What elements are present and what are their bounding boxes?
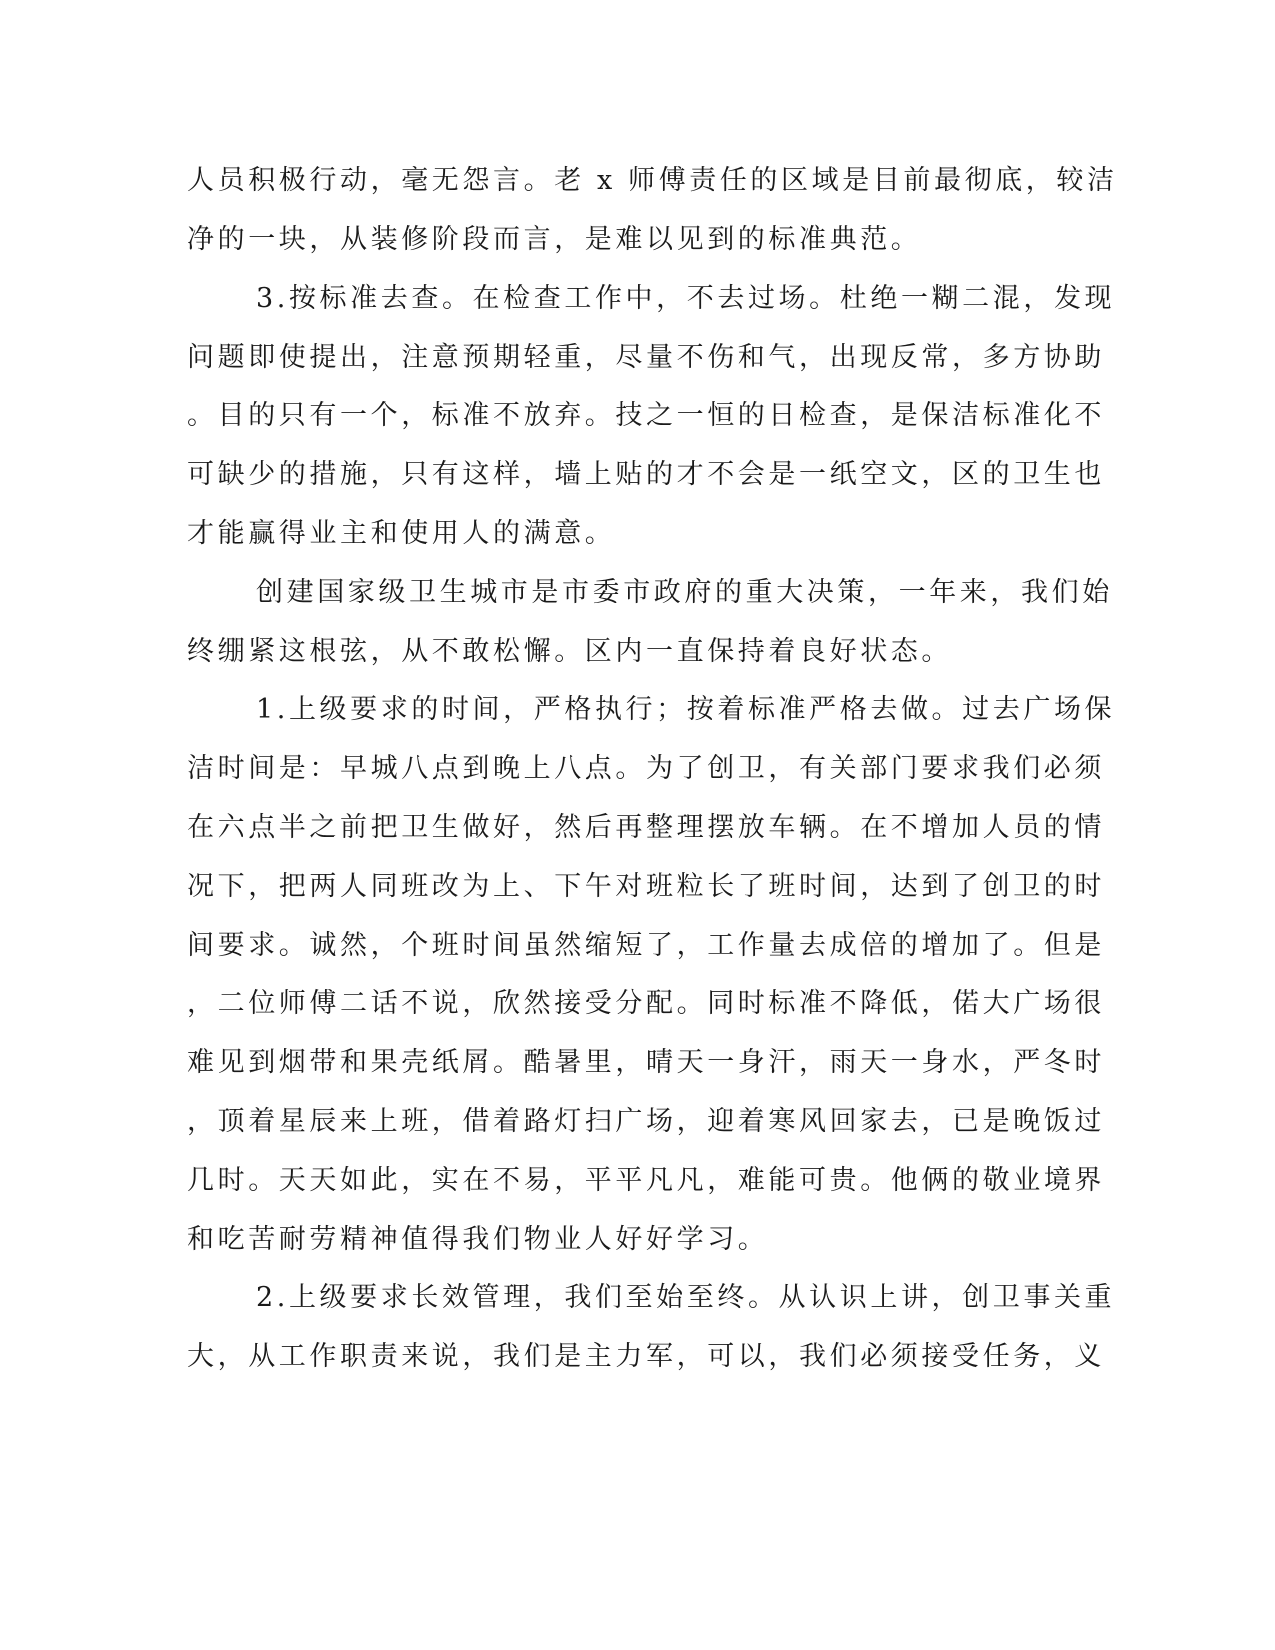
- text-line-5: 。目的只有一个，标准不放弃。技之一恒的日检查，是保洁标准化不: [187, 400, 1105, 431]
- text-line-21: 大，从工作职责来说，我们是主力军，可以，我们必须接受任务，义: [187, 1341, 1105, 1372]
- text-line-4: 问题即使提出，注意预期轻重，尽量不伤和气，出现反常，多方协助: [187, 342, 1105, 373]
- text-line-16: 难见到烟带和果壳纸屑。酷暑里，晴天一身汗，雨天一身水，严冬时: [187, 1047, 1105, 1078]
- text-line-13: 况下，把两人同班改为上、下午对班粒长了班时间，达到了创卫的时: [187, 871, 1105, 902]
- text-line-6: 可缺少的措施，只有这样，墙上贴的才不会是一纸空文，区的卫生也: [187, 459, 1105, 490]
- text-line-1: 人员积极行动，毫无怨言。老 x 师傅责任的区域是目前最彻底，较洁: [187, 165, 1118, 196]
- text-line-19: 和吃苦耐劳精神值得我们物业人好好学习。: [187, 1224, 769, 1255]
- text-line-8: 创建国家级卫生城市是市委市政府的重大决策，一年来，我们始: [256, 577, 1113, 608]
- text-line-2: 净的一块，从装修阶段而言，是难以见到的标准典范。: [187, 224, 922, 255]
- text-line-20: 2.上级要求长效管理，我们至始至终。从认识上讲，创卫事关重: [256, 1282, 1116, 1313]
- text-line-14: 间要求。诚然，个班时间虽然缩短了，工作量去成倍的增加了。但是: [187, 930, 1105, 961]
- text-line-12: 在六点半之前把卫生做好，然后再整理摆放车辆。在不增加人员的情: [187, 812, 1105, 843]
- text-line-17: ，顶着星辰来上班，借着路灯扫广场，迎着寒风回家去，已是晚饭过: [187, 1106, 1105, 1137]
- text-line-9: 终绷紧这根弦，从不敢松懈。区内一直保持着良好状态。: [187, 636, 952, 667]
- text-line-10: 1.上级要求的时间，严格执行；按着标准严格去做。过去广场保: [256, 694, 1116, 725]
- text-line-18: 几时。天天如此，实在不易，平平凡凡，难能可贵。他俩的敬业境界: [187, 1165, 1105, 1196]
- text-line-7: 才能赢得业主和使用人的满意。: [187, 518, 616, 549]
- text-line-15: ，二位师傅二话不说，欣然接受分配。同时标准不降低，偌大广场很: [187, 988, 1105, 1019]
- text-line-3: 3.按标准去查。在检查工作中，不去过场。杜绝一糊二混，发现: [256, 283, 1116, 314]
- text-line-11: 洁时间是：早城八点到晚上八点。为了创卫，有关部门要求我们必须: [187, 753, 1105, 784]
